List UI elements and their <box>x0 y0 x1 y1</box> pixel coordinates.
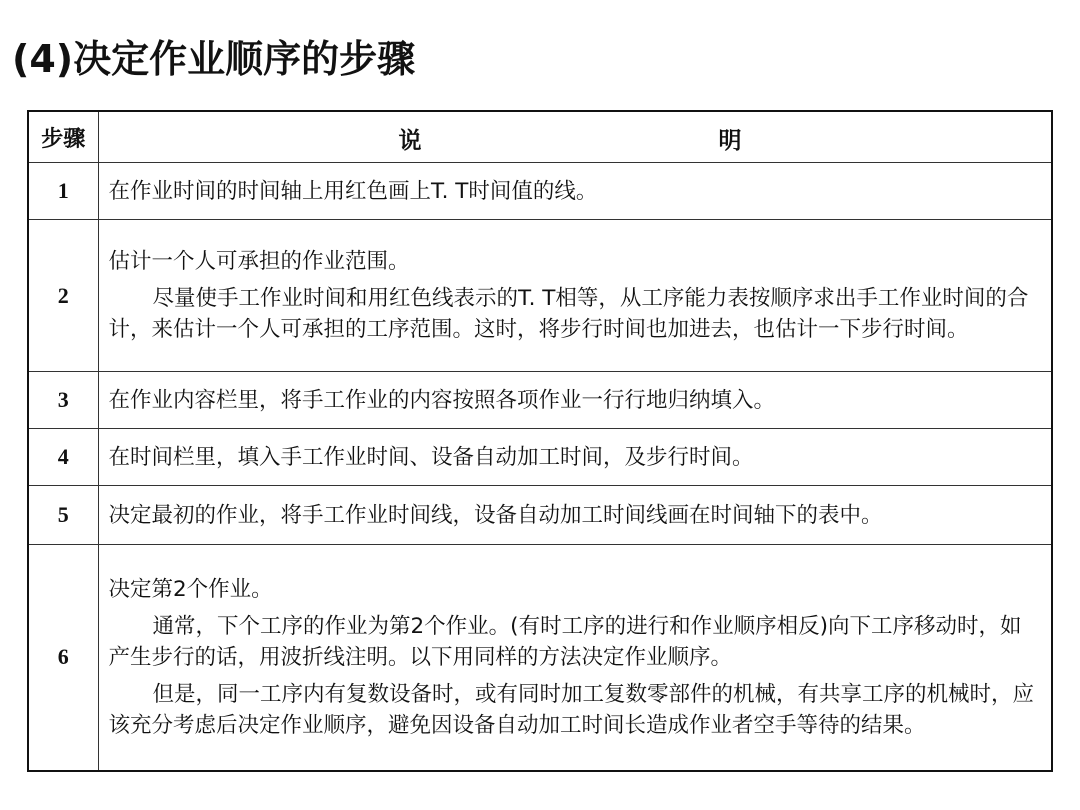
description-line: 决定最初的作业，将手工作业时间线，设备自动加工时间线画在时间轴下的表中。 <box>108 502 883 528</box>
step-number: 3 <box>28 372 98 429</box>
step-number: 2 <box>28 220 98 372</box>
step-description <box>98 372 1052 429</box>
table-row <box>28 429 1052 486</box>
step-number: 1 <box>28 163 98 220</box>
step-description <box>98 486 1052 545</box>
table-row <box>28 372 1052 429</box>
table-row <box>28 545 1052 771</box>
description-line: 在时间栏里，填入手工作业时间、设备自动加工时间，及步行时间。 <box>108 444 754 470</box>
description-line: 估计一个人可承担的作业范围。 <box>108 249 410 274</box>
steps-table <box>27 110 1053 772</box>
description-paragraph: 但是，同一工序内有复数设备时，或有同时加工复数零部件的机械，有共享工序的机械时，应该充分考虑后决定作业顺序，避免因设备自动加工时间长造成作业者空手等待的结果。 <box>108 681 1035 738</box>
header-description <box>98 111 1052 163</box>
header-step: 步骤 <box>28 111 98 163</box>
description-paragraph: 尽量使手工作业时间和用红色线表示的T. T相等，从工序能力表按顺序求出手工作业时间的合计，来估计一个人可承担的工序范围。这时，将步行时间也加进去，也估计一下步行时间。 <box>108 286 1029 342</box>
step-description <box>98 429 1052 486</box>
step-description <box>98 545 1052 771</box>
table-header-row <box>28 111 1052 163</box>
header-desc-char-1: 说 <box>398 128 422 154</box>
table-row <box>28 486 1052 545</box>
page-title: (4)决定作业顺序的步骤 <box>12 37 416 81</box>
step-number: 5 <box>28 486 98 545</box>
description-line: 在作业时间的时间轴上用红色画上T. T时间值的线。 <box>108 178 598 204</box>
header-desc-char-2: 明 <box>718 128 742 154</box>
description-line: 在作业内容栏里，将手工作业的内容按照各项作业一行行地归纳填入。 <box>108 387 776 413</box>
step-description <box>98 220 1052 372</box>
description-line: 决定第2个作业。 <box>108 576 273 602</box>
description-paragraph: 通常，下个工序的作业为第2个作业。(有时工序的进行和作业顺序相反)向下工序移动时，如产生步行的话，用波折线注明。以下用同样的方法决定作业顺序。 <box>108 613 1022 670</box>
table-row <box>28 163 1052 220</box>
step-number: 6 <box>28 545 98 771</box>
step-number: 4 <box>28 429 98 486</box>
step-description <box>98 163 1052 220</box>
table-row <box>28 220 1052 372</box>
